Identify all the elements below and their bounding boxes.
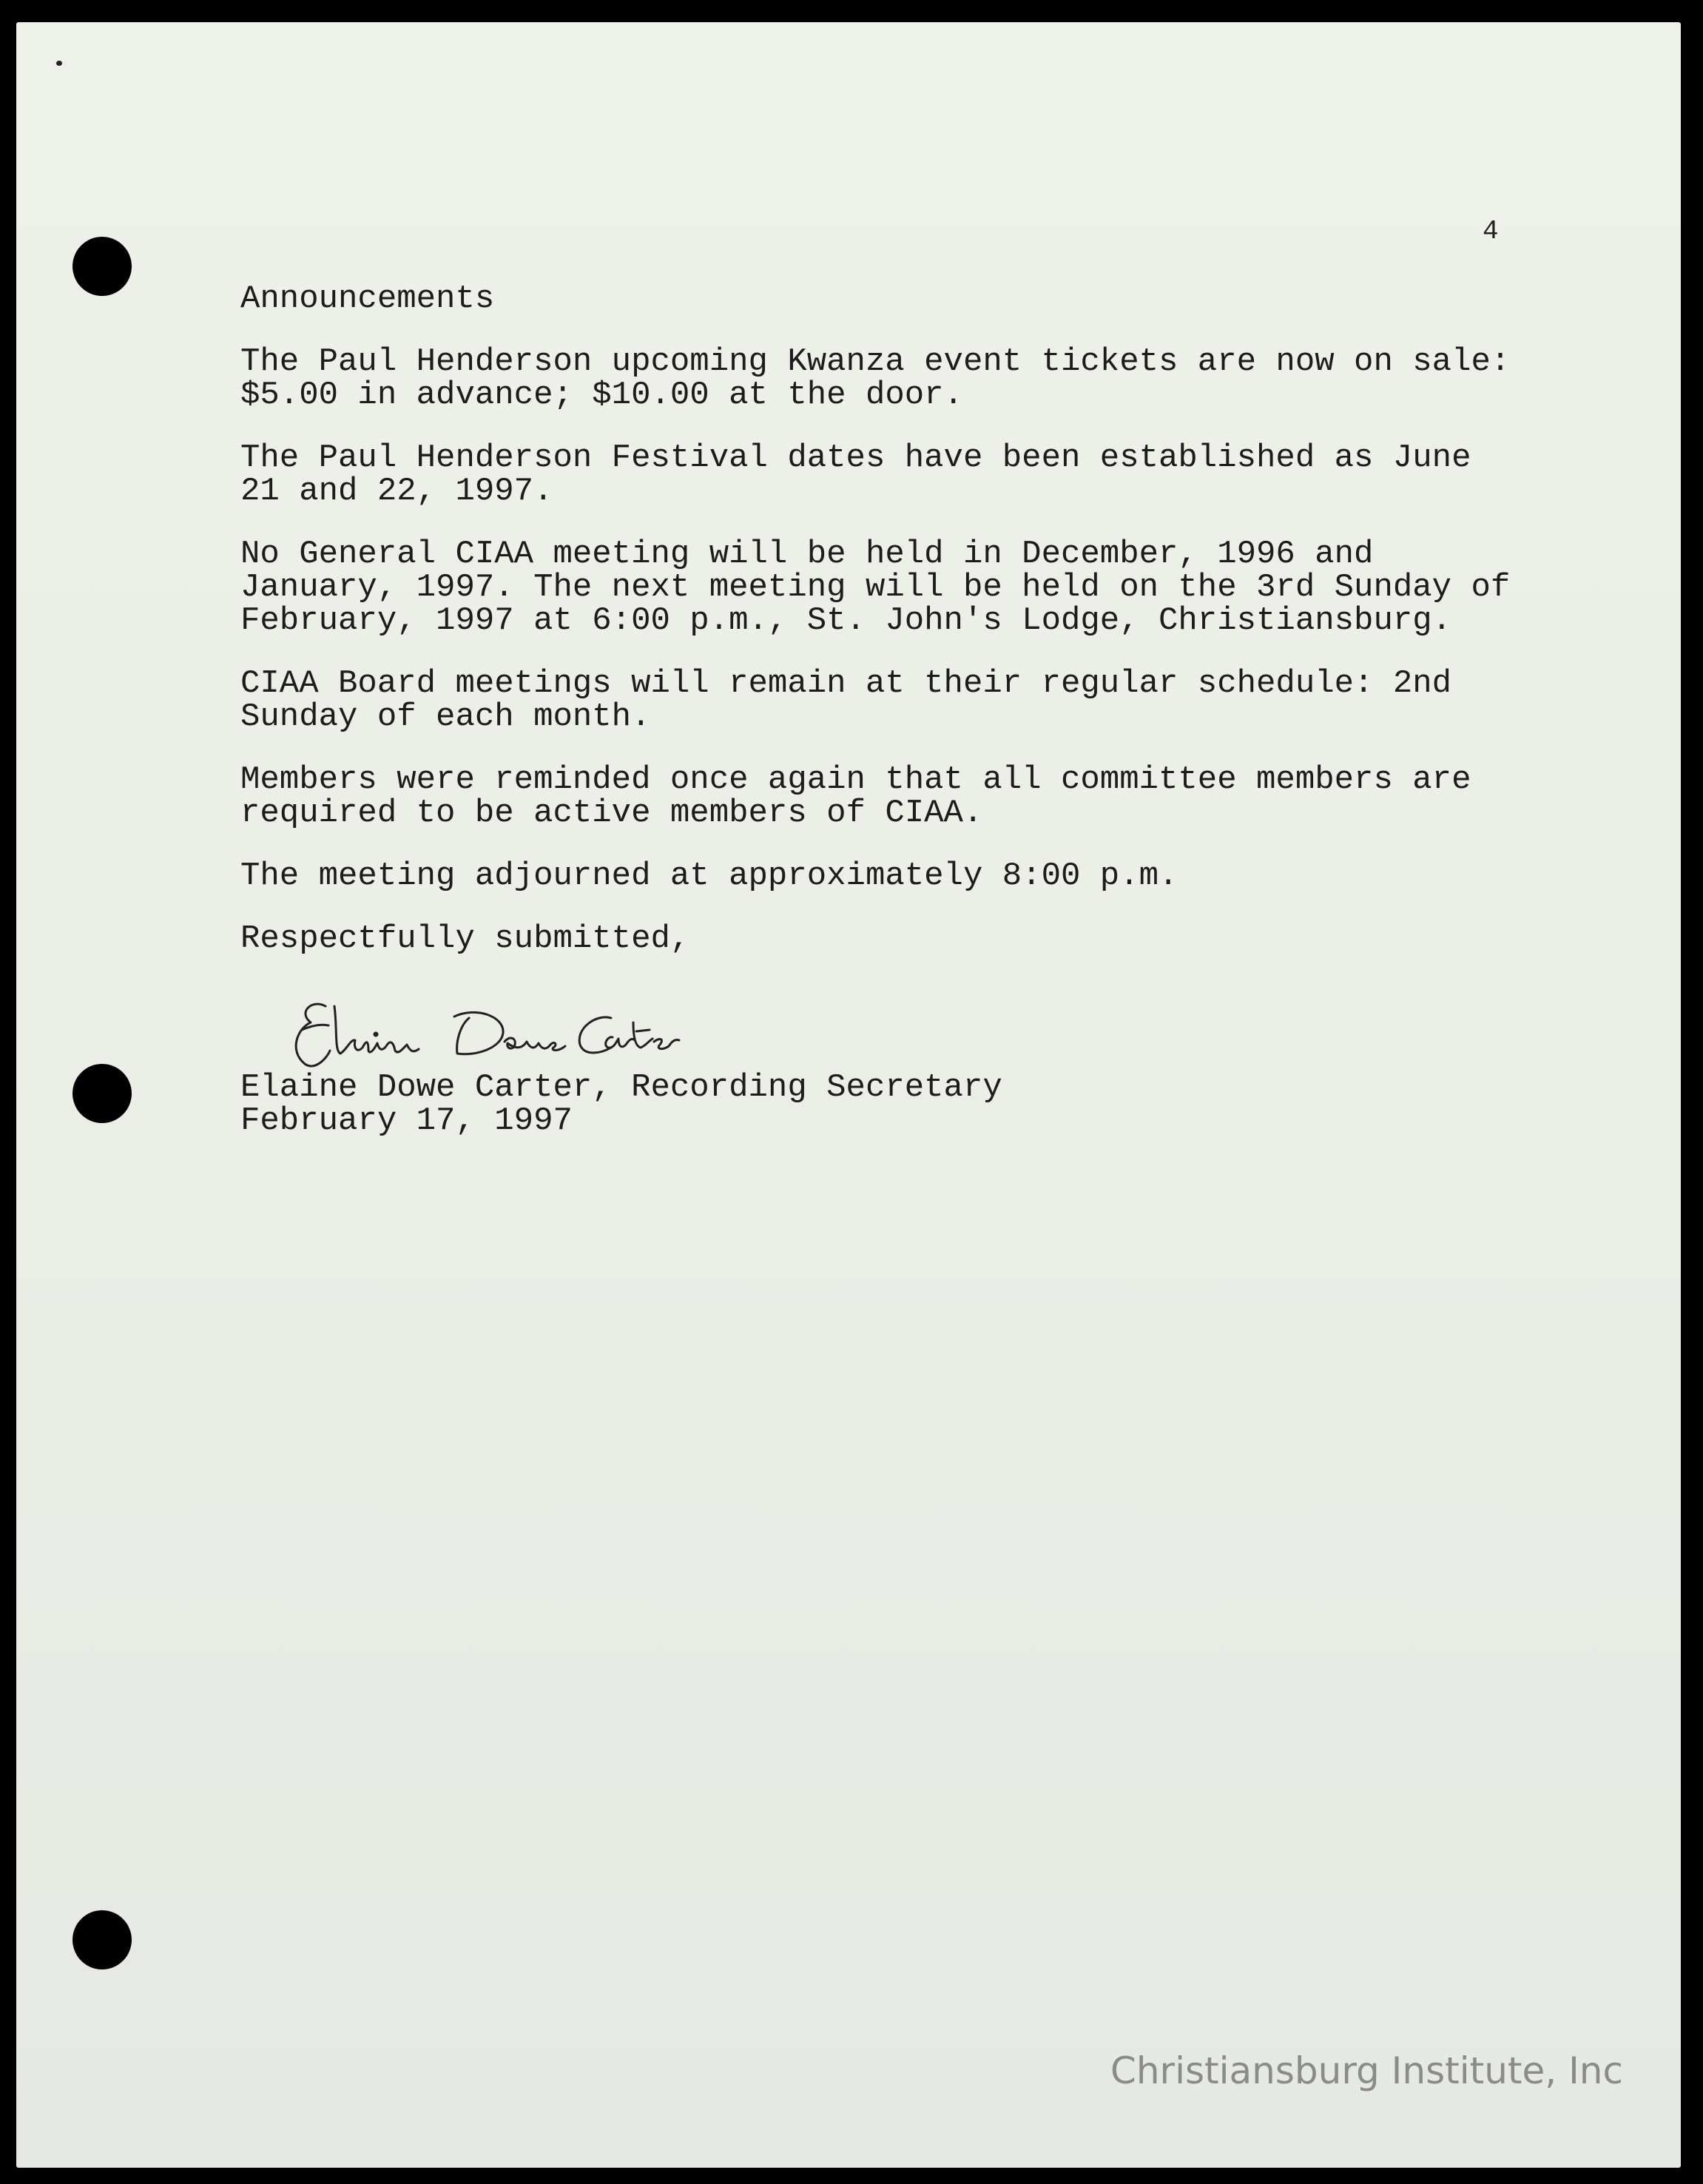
paragraph-line: $5.00 in advance; $10.00 at the door.: [240, 377, 963, 414]
paragraph-line: January, 1997. The next meeting will be held on the 3rd Sunday of: [240, 569, 1511, 606]
section-heading: Announcements: [240, 280, 495, 317]
paragraph-line: The meeting adjourned at approximately 8:00 p.m.: [240, 857, 1178, 894]
document-page: [16, 22, 1681, 2168]
paragraph-line: February, 1997 at 6:00 p.m., St. John's Lodge, Christiansburg.: [240, 602, 1452, 639]
binder-hole-top: [72, 237, 132, 296]
page-number: 4: [1483, 216, 1499, 246]
paragraph-line: No General CIAA meeting will be held in December, 1996 and: [240, 536, 1374, 573]
paragraph-line: CIAA Board meetings will remain at their regular schedule: 2nd: [240, 665, 1452, 702]
closing-line: Respectfully submitted,: [240, 920, 690, 957]
document-body: [240, 280, 1572, 957]
document-date: February 17, 1997: [240, 1102, 573, 1139]
signatory-name: Elaine Dowe Carter, Recording Secretary: [240, 1069, 1002, 1106]
paragraph-line: 21 and 22, 1997.: [240, 473, 553, 510]
paragraph-line: The Paul Henderson Festival dates have been established as June: [240, 439, 1471, 476]
handwritten-signature: [283, 977, 756, 1080]
paragraph-line: Members were reminded once again that all committee members are: [240, 761, 1471, 798]
watermark: Christiansburg Institute, Inc: [1110, 2049, 1623, 2092]
paragraph-line: required to be active members of CIAA.: [240, 795, 983, 832]
paragraph-line: Sunday of each month.: [240, 698, 651, 735]
paper-speck: [56, 61, 62, 66]
binder-hole-bottom: [72, 1910, 132, 1969]
binder-hole-middle: [72, 1064, 132, 1123]
paragraph-line: The Paul Henderson upcoming Kwanza event tickets are now on sale:: [240, 343, 1511, 380]
signature-block: [240, 1071, 1002, 1138]
